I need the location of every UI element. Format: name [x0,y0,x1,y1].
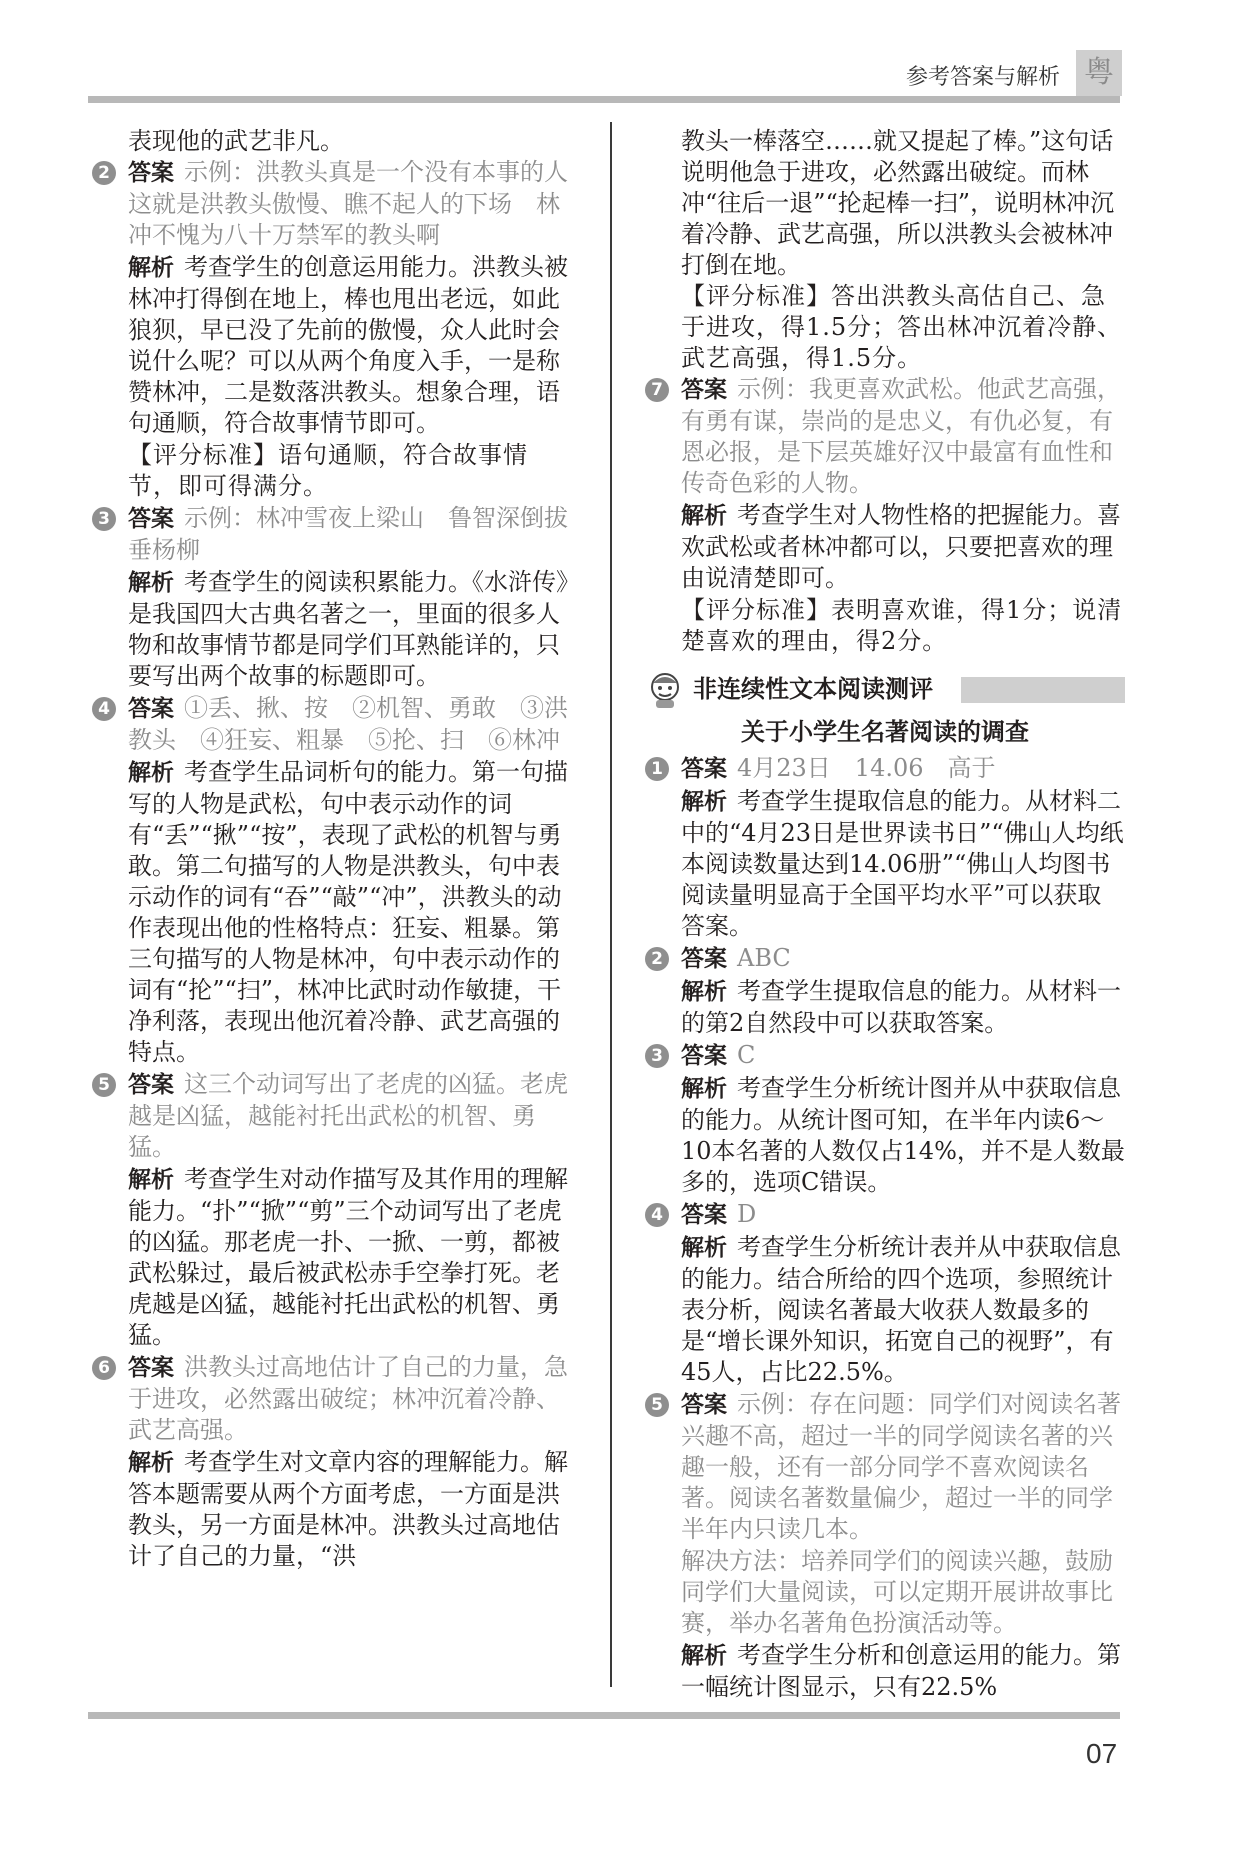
answer-label: 答案 [681,1043,727,1069]
answer-text: 洪教头过高地估计了自己的力量，急于进攻，必然露出破绽；林冲沉着冷静、武艺高强。 [128,1353,568,1444]
answer-label: 答案 [128,696,174,722]
analysis-label: 解析 [128,570,174,596]
question-number: 4 [92,697,116,721]
region-badge: 粤 [1076,50,1122,96]
survey-question-2 [645,943,1125,1039]
answer-text: 这三个动词写出了老虎的凶猛。老虎越是凶猛，越能衬托出武松的机智、勇猛。 [128,1070,568,1161]
analysis-text: 考查学生品词析句的能力。第一句描写的人物是武松，句中表示动作的词有“丢”“揪”“按”，表现了武松的机智与勇敢。第二句描写的人物是洪教头，句中表示动作的词有“吞”“敲”“冲”，洪教头的动作表现出他的性格特点：狂妄、粗暴。第三句描写的人物是林冲，句中表示动作的词有“抡”“扫”，林冲比武时动作敏捷，干净利落，表现出他沉着冷静、武艺高强的特点。 [128,758,568,1066]
right-column [645,126,1125,1704]
answer-text: ①丢、揪、按 ②机智、勇敢 ③洪教头 ④狂妄、粗暴 ⑤抡、扫 ⑥林冲 [128,694,568,754]
footer-rule [88,1712,1120,1719]
answer-label: 答案 [681,946,727,972]
answer-label: 答案 [128,1072,174,1098]
answer-label: 答案 [681,1202,727,1228]
section-title: 非连续性文本阅读测评 [693,675,933,703]
left-column [92,126,592,1573]
analysis-label: 解析 [681,979,727,1005]
mascot-icon [645,671,685,709]
answer-text: 示例：存在问题：同学们对阅读名著兴趣不高，超过一半的同学阅读名著的兴趣一般，还有一部分同学不喜欢阅读名著。阅读名著数量偏少，超过一半的同学半年内只读几本。 [681,1390,1121,1543]
header-title: 参考答案与解析 [906,65,1061,90]
continued-analysis: 教头一棒落空……就又提起了棒。”这句话说明他急于进攻，必然露出破绽。而林冲“往后一退”“抡起棒一扫”，说明林冲沉着冷静、武艺高强，所以洪教头会被林冲打倒在地。 [681,127,1115,279]
scoring-standard: 【评分标准】答出洪教头高估自己、急于进攻，得1.5分；答出林冲沉着冷静、武艺高强，得1.5分。 [681,282,1123,372]
answer-text: D [737,1200,757,1228]
column-divider [610,122,612,1687]
analysis-label: 解析 [681,1076,727,1102]
section-title-bar [961,677,1125,703]
question-number: 2 [645,947,669,971]
question-number: 4 [645,1203,669,1227]
question-number: 3 [645,1044,669,1068]
analysis-text: 考查学生分析和创意运用的能力。第一幅统计图显示，只有22.5% [681,1641,1121,1701]
question-2 [92,157,592,502]
question-number: 3 [92,507,116,531]
analysis-text: 考查学生对动作描写及其作用的理解能力。“扑”“掀”“剪”三个动词写出了老虎的凶猛。那老虎一扑、一掀、一剪，都被武松躲过，最后被武松赤手空拳打死。老虎越是凶猛，越能衬托出武松的机智、勇猛。 [128,1165,568,1349]
analysis-text: 考查学生的阅读积累能力。《水浒传》是我国四大古典名著之一，里面的很多人物和故事情节都是同学们耳熟能详的，只要写出两个故事的标题即可。 [128,568,568,690]
answer-label: 答案 [681,1392,727,1418]
analysis-text: 考查学生提取信息的能力。从材料二中的“4月23日是世界读书日”“佛山人均纸本阅读数量达到14.06册”“佛山人均图书阅读量明显高于全国平均水平”可以获取答案。 [681,787,1124,940]
survey-question-5 [645,1389,1125,1703]
analysis-label: 解析 [128,760,174,786]
page-number: 07 [1086,1738,1118,1769]
answer-label: 答案 [681,756,727,782]
question-number: 1 [645,757,669,781]
analysis-text: 考查学生分析统计表并从中获取信息的能力。结合所给的四个选项，参照统计表分析，阅读名著最大收获人数最多的是“增长课外知识，拓宽自己的视野”，有45人，占比22.5%。 [681,1233,1121,1386]
question-number: 5 [92,1073,116,1097]
answer-text: 示例：我更喜欢武松。他武艺高强，有勇有谋，崇尚的是忠义，有仇必复，有恩必报，是下层英雄好汉中最富有血性和传奇色彩的人物。 [681,375,1121,497]
answer-label: 答案 [128,160,174,186]
answer-solution-text: 解决方法：培养同学们的阅读兴趣，鼓励同学们大量阅读，可以定期开展讲故事比赛，举办名著角色扮演活动等。 [681,1547,1113,1637]
answer-text: 4月23日 14.06 高于 [737,754,996,782]
answer-text: C [737,1041,756,1069]
answer-label: 答案 [128,506,174,532]
question-number: 5 [645,1393,669,1417]
section-subtitle: 关于小学生名著阅读的调查 [741,718,1029,746]
section-heading [645,669,1125,709]
analysis-text: 考查学生对人物性格的把握能力。喜欢武松或者林冲都可以，只要把喜欢的理由说清楚即可。 [681,501,1121,592]
analysis-label: 解析 [128,1450,174,1476]
analysis-text: 考查学生的创意运用能力。洪教头被林冲打得倒在地上，棒也甩出老远，如此狼狈，早已没了先前的傲慢，众人此时会说什么呢？可以从两个角度入手，一是称赞林冲，二是数落洪教头。想象合理，语句通顺，符合故事情节即可。 [128,253,568,437]
survey-question-4 [645,1199,1125,1388]
header-rule [88,96,1120,103]
analysis-text: 考查学生提取信息的能力。从材料一的第2自然段中可以获取答案。 [681,977,1121,1037]
scoring-standard: 【评分标准】表明喜欢谁，得1分；说清楚喜欢的理由，得2分。 [681,596,1123,655]
analysis-label: 解析 [681,503,727,529]
question-number: 7 [645,378,669,402]
answer-text: ABC [737,944,791,972]
scoring-standard: 【评分标准】语句通顺，符合故事情节，即可得满分。 [128,441,528,500]
question-6 [92,1352,572,1572]
question-number: 2 [92,161,116,185]
question-number: 6 [92,1356,116,1380]
question-4 [92,693,572,1068]
answer-text: 示例：林冲雪夜上梁山 鲁智深倒拔垂杨柳 [128,504,568,564]
answer-label: 答案 [128,1355,174,1381]
analysis-text: 考查学生分析统计图并从中获取信息的能力。从统计图可知，在半年内读6～10本名著的人数仅占14%，并不是人数最多的，选项C错误。 [681,1074,1125,1196]
analysis-label: 解析 [681,1643,727,1669]
survey-question-1 [645,753,1125,942]
intro-text: 表现他的武艺非凡。 [128,127,344,155]
analysis-label: 解析 [128,255,174,281]
answer-text: 示例：洪教头真是一个没有本事的人 这就是洪教头傲慢、瞧不起人的下场 林冲不愧为八十万禁军的教头啊 [128,158,592,249]
analysis-label: 解析 [681,789,727,815]
question-3 [92,503,572,692]
analysis-label: 解析 [681,1235,727,1261]
answer-label: 答案 [681,377,727,403]
survey-question-3 [645,1040,1125,1198]
question-5 [92,1069,572,1351]
question-7 [645,374,1125,657]
analysis-text: 考查学生对文章内容的理解能力。解答本题需要从两个方面考虑，一方面是洪教头，另一方面是林冲。洪教头过高地估计了自己的力量，“洪 [128,1448,568,1570]
analysis-label: 解析 [128,1167,174,1193]
